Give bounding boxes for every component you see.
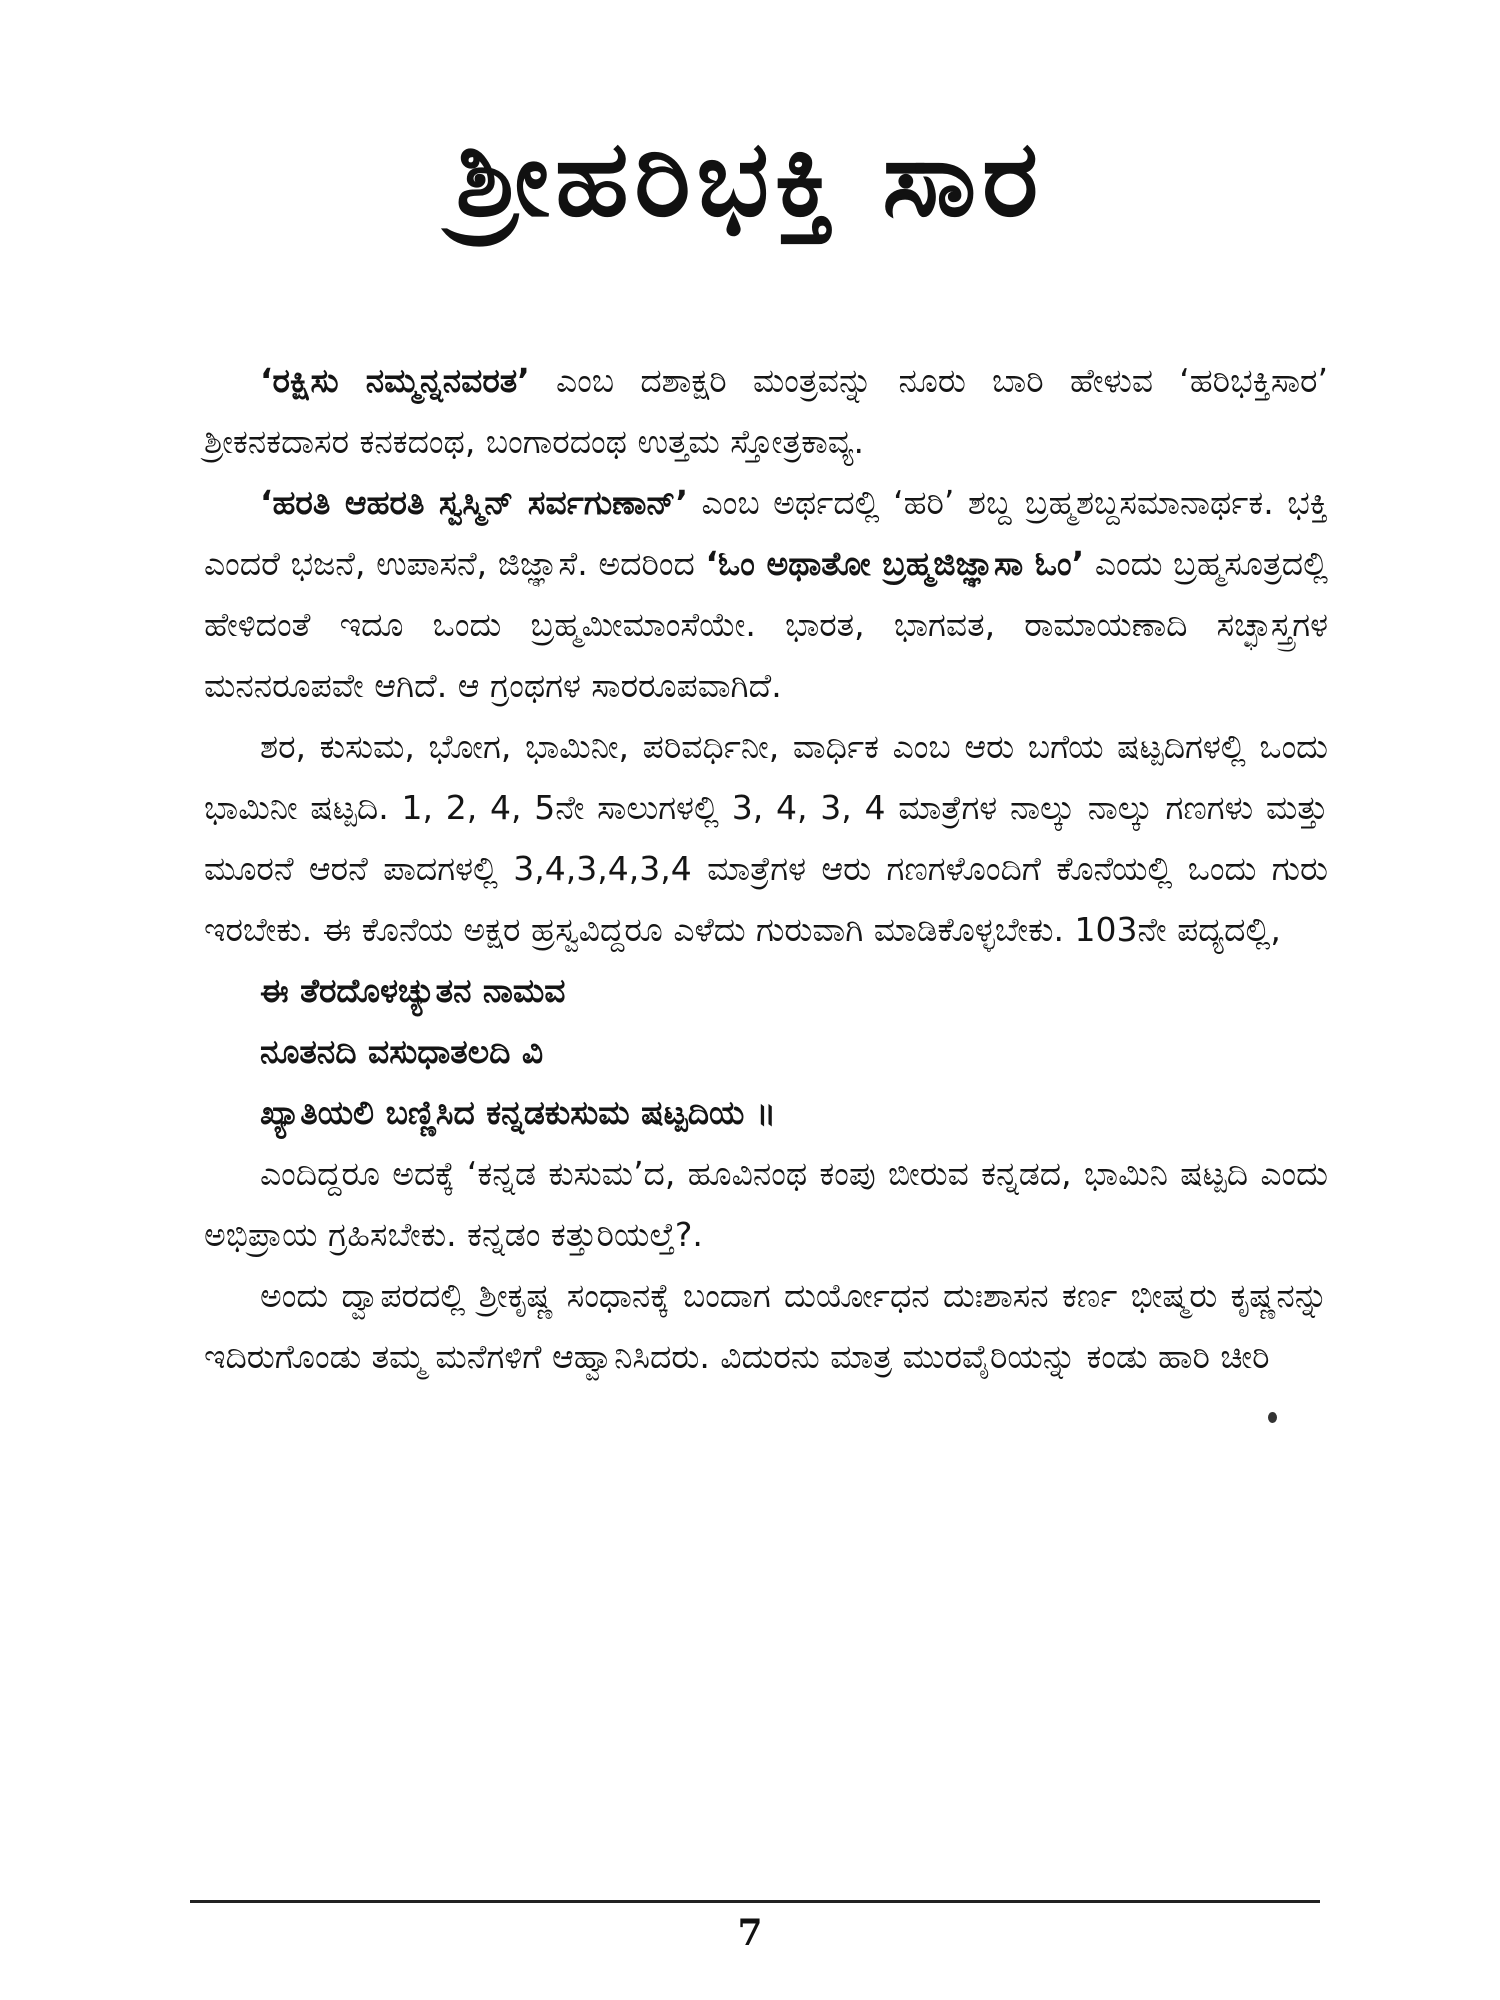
- paragraph-4: ಎಂದಿದ್ದರೂ ಅದಕ್ಕೆ ‘ಕನ್ನಡ ಕುಸುಮ’ದ, ಹೂವಿನಂಥ ಕಂಪು ಬೀರುವ ಕನ್ನಡದ, ಭಾಮಿನಿ ಷಟ್ಪದಿ ಎಂದು ಅಭಿಪ್ರಾಯ ಗ್ರಹಿಸಬೇಕು. ಕನ್ನಡಂ ಕತ್ತುರಿಯಲ್ತೆ?.: [204, 1154, 1328, 1254]
- verse-line-1: ಈ ತೆರದೊಳಚ್ಯುತನ ನಾಮವ: [260, 971, 566, 1010]
- paragraph-1-text: ಎಂಬ ದಶಾಕ್ಷರಿ ಮಂತ್ರವನ್ನು ನೂರು ಬಾರಿ ಹೇಳುವ ‘ಹರಿಭಕ್ತಿಸಾರ’ ಶ್ರೀಕನಕದಾಸರ ಕನಕದಂಥ, ಬಂಗಾರದಂಥ ಉತ್ತಮ ಸ್ತೋತ್ರಕಾವ್ಯ.: [204, 361, 1328, 461]
- page-number: 7: [737, 1912, 763, 1954]
- paragraph-2: [204, 472, 1328, 716]
- paragraph-2-text-2: ಎಂದು ಬ್ರಹ್ಮಸೂತ್ರದಲ್ಲಿ ಹೇಳಿದಂತೆ ಇದೂ ಒಂದು ಬ್ರಹ್ಮಮೀಮಾಂಸೆಯೇ. ಭಾರತ, ಭಾಗವತ, ರಾಮಾಯಣಾದಿ ಸಚ್ಛಾಸ್ತ್ರಗಳ ಮನನರೂಪವೇ ಆಗಿದೆ. ಆ ಗ್ರಂಥಗಳ ಸಾರರೂಪವಾಗಿದೆ.: [204, 544, 1329, 705]
- verse-line-3: ಖ್ಯಾತಿಯಲಿ ಬಣ್ಣಿಸಿದ ಕನ್ನಡಕುಸುಮ ಷಟ್ಪದಿಯ ॥: [260, 1093, 776, 1132]
- footer-divider: [190, 1900, 1320, 1903]
- sanskrit-phrase-1: ‘ಹರತಿ ಆಹರತಿ ಸ್ವಸ್ಮಿನ್ ಸರ್ವಗುಣಾನ್’: [260, 483, 689, 522]
- page-title: ಶ್ರೀಹರಿಭಕ್ತಿ ಸಾರ: [455, 117, 1045, 240]
- verse-line-2: ನೂತನದಿ ವಸುಧಾತಲದಿ ವಿ: [260, 1032, 544, 1071]
- sanskrit-phrase-2: ‘ಓಂ ಅಥಾತೋ ಬ್ರಹ್ಮಜಿಜ್ಞಾಸಾ ಓಂ’: [705, 544, 1085, 583]
- paragraph-1: [204, 350, 1328, 472]
- mantra-phrase: ‘ರಕ್ಷಿಸು ನಮ್ಮನ್ನನವರತ’: [260, 361, 530, 400]
- paragraph-3: ಶರ, ಕುಸುಮ, ಭೋಗ, ಭಾಮಿನೀ, ಪರಿವರ್ಧಿನೀ, ವಾರ್ಧಿಕ ಎಂಬ ಆರು ಬಗೆಯ ಷಟ್ಪದಿಗಳಲ್ಲಿ ಒಂದು ಭಾಮಿನೀ ಷಟ್ಪದಿ. 1, 2, 4, 5ನೇ ಸಾಲುಗಳಲ್ಲಿ 3, 4, 3, 4 ಮಾತ್ರೆಗಳ ನಾಲ್ಕು ನಾಲ್ಕು ಗಣಗಳು ಮತ್ತು ಮೂರನೆ ಆರನೆ ಪಾದಗಳಲ್ಲಿ 3,4,3,4,3,4 ಮಾತ್ರೆಗಳ ಆರು ಗಣಗಳೊಂದಿಗೆ ಕೊನೆಯಲ್ಲಿ ಒಂದು ಗುರು ಇರಬೇಕು. ಈ ಕೊನೆಯ ಅಕ್ಷರ ಹ್ರಸ್ವವಿದ್ದರೂ ಎಳೆದು ಗುರುವಾಗಿ ಮಾಡಿಕೊಳ್ಳಬೇಕು. 103ನೇ ಪದ್ಯದಲ್ಲಿ,: [204, 727, 1328, 949]
- paragraph-2-text-1: ಎಂಬ ಅರ್ಥದಲ್ಲಿ ‘ಹರಿ’ ಶಬ್ದ ಬ್ರಹ್ಮಶಬ್ದಸಮಾನಾರ್ಥಕ. ಭಕ್ತಿ ಎಂದರೆ ಭಜನೆ, ಉಪಾಸನೆ, ಜಿಜ್ಞಾಸೆ. ಅದರಿಂದ: [204, 483, 1328, 583]
- ink-speck: [1268, 1412, 1277, 1423]
- document-body: [204, 350, 1328, 1387]
- paragraph-5: ಅಂದು ದ್ವಾಪರದಲ್ಲಿ ಶ್ರೀಕೃಷ್ಣ ಸಂಧಾನಕ್ಕೆ ಬಂದಾಗ ದುರ್ಯೋಧನ ದುಃಶಾಸನ ಕರ್ಣ ಭೀಷ್ಮರು ಕೃಷ್ಣನನ್ನು ಇದಿರುಗೊಂಡು ತಮ್ಮ ಮನೆಗಳಿಗೆ ಆಹ್ವಾನಿಸಿದರು. ವಿದುರನು ಮಾತ್ರ ಮುರವೈರಿಯನ್ನು ಕಂಡು ಹಾರಿ ಚೀರಿ: [204, 1276, 1328, 1376]
